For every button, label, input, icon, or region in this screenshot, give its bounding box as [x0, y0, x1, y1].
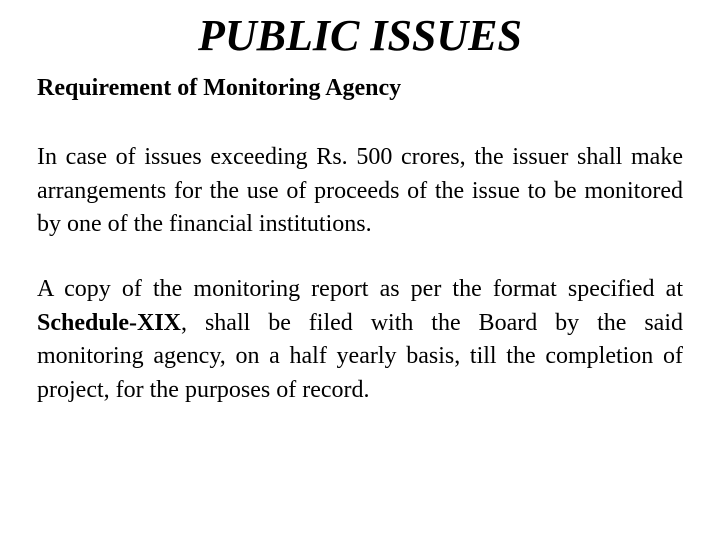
- slide-subtitle: Requirement of Monitoring Agency: [37, 75, 402, 101]
- paragraph-text-after: , shall be filed with the Board by the said monitoring agency, on a half yearly basis, till the completion of project, for the purposes of record.: [37, 309, 683, 403]
- slide-title: PUBLIC ISSUES: [197, 11, 522, 60]
- schedule-reference: Schedule-XIX: [37, 309, 182, 336]
- paragraph-issue-threshold: In case of issues exceeding Rs. 500 crores, the issuer shall make arrangements for the use of proceeds of the issue to be monitored by one of the financial institutions.: [37, 144, 683, 237]
- paragraph-monitoring-report: [37, 273, 683, 407]
- paragraph-text-before: A copy of the monitoring report as per the format specified at: [37, 276, 683, 302]
